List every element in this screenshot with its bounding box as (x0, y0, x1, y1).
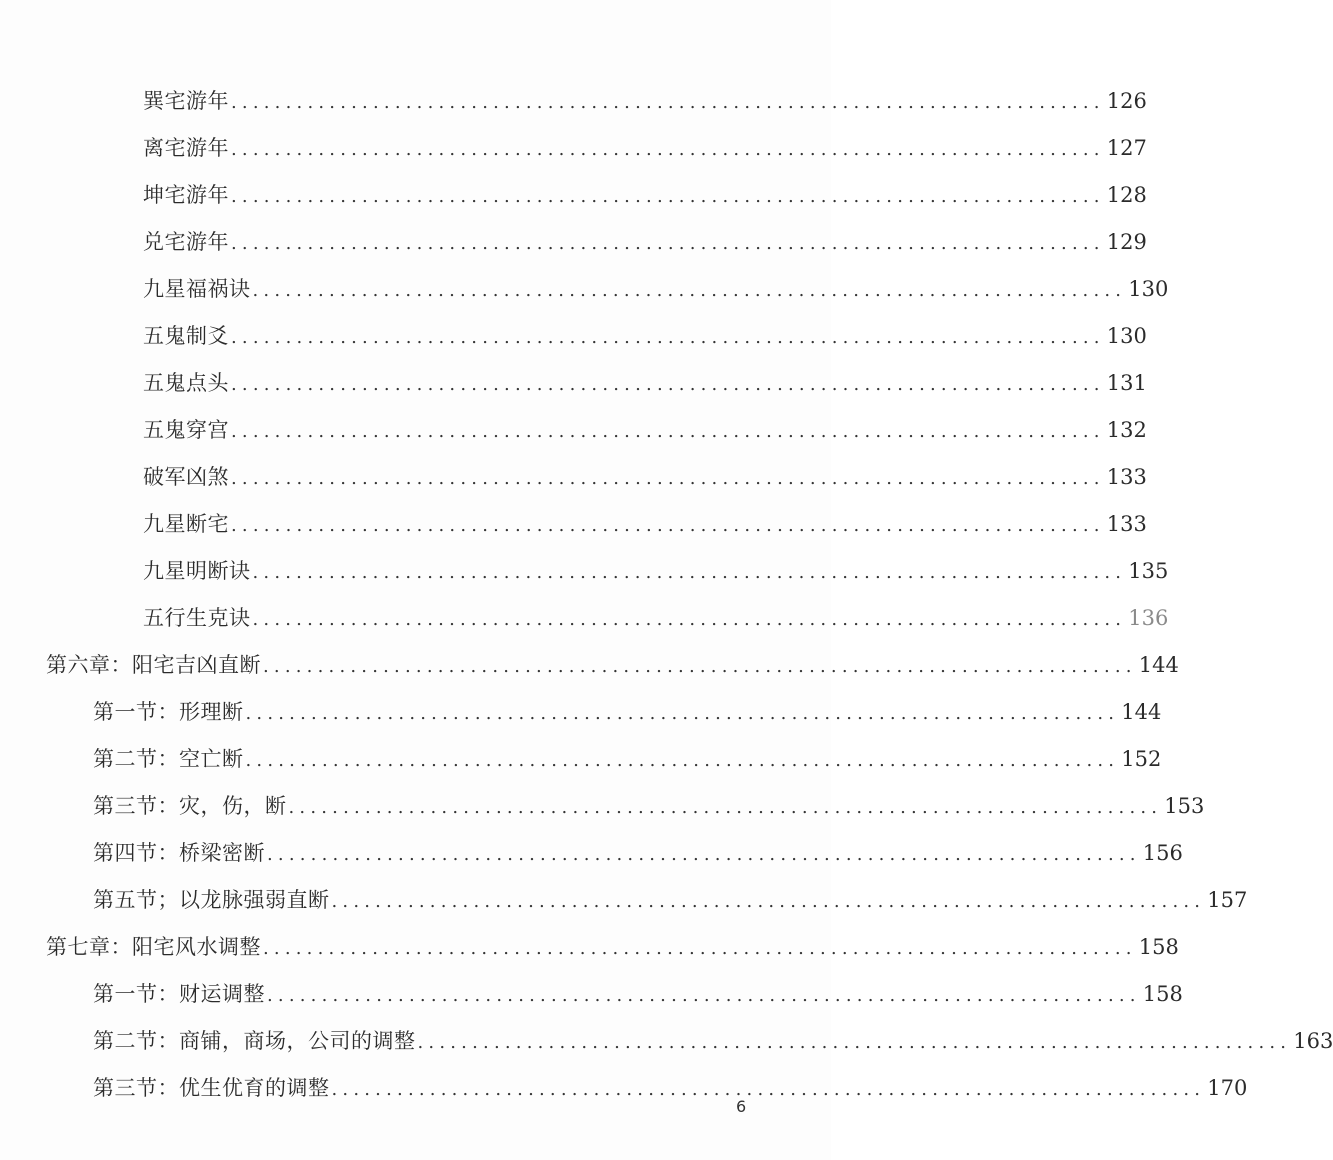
toc-entry-title: 九星断宅 (143, 512, 229, 536)
dot-leader: ................................................................................ (252, 562, 1127, 583)
toc-entry-title: 第二节：空亡断 (93, 747, 244, 771)
toc-section-entry (93, 1012, 1333, 1053)
toc-entry-page: 158 (1138, 935, 1179, 959)
toc-entry-title: 破军凶煞 (143, 465, 229, 489)
toc-section-entry (93, 730, 1162, 771)
dot-leader: ................................................................................ (231, 233, 1105, 254)
toc-section-entry (93, 871, 1248, 912)
toc-entry-page: 132 (1106, 418, 1147, 442)
dot-leader: ................................................................................ (331, 891, 1206, 912)
dot-leader: ................................................................................ (252, 280, 1127, 301)
dot-leader: ................................................................................ (231, 327, 1105, 348)
toc-entry-title: 九星福祸诀 (143, 277, 251, 301)
toc-section-entry (93, 777, 1205, 818)
toc-entry-page: 135 (1128, 559, 1169, 583)
toc-entry-page: 136 (1128, 606, 1169, 630)
toc-entry-title: 第四节：桥梁密断 (93, 841, 265, 865)
dot-leader: ................................................................................ (231, 374, 1105, 395)
toc-entry-title: 坤宅游年 (143, 183, 229, 207)
dot-leader: ................................................................................ (245, 750, 1120, 771)
toc-entry-title: 九星明断诀 (143, 559, 251, 583)
toc-entry (143, 166, 1147, 207)
toc-entry-page: 157 (1207, 888, 1248, 912)
toc-entry (143, 213, 1147, 254)
toc-chapter-entry (46, 918, 1179, 959)
toc-entry-page: 129 (1106, 230, 1147, 254)
toc-entry (143, 448, 1147, 489)
dot-leader: ................................................................................ (267, 844, 1141, 865)
dot-leader: ................................................................................ (231, 515, 1105, 536)
toc-entry-title: 第五节；以龙脉强弱直断 (93, 888, 330, 912)
dot-leader: ................................................................................ (231, 186, 1105, 207)
toc-entry-page: 130 (1106, 324, 1147, 348)
toc-chapter-entry (46, 636, 1179, 677)
toc-entry-title: 五鬼点头 (143, 371, 229, 395)
toc-entry-page: 144 (1138, 653, 1179, 677)
toc-section-entry (93, 965, 1183, 1006)
toc-entry-title: 五行生克诀 (143, 606, 251, 630)
dot-leader: ................................................................................ (231, 421, 1105, 442)
dot-leader: ................................................................................ (252, 609, 1127, 630)
toc-entry (143, 354, 1147, 395)
toc-entry-page: 158 (1142, 982, 1183, 1006)
toc-entry-page: 170 (1207, 1076, 1248, 1100)
toc-entry-title: 第六章：阳宅吉凶直断 (46, 653, 261, 677)
toc-entry (143, 119, 1147, 160)
toc-entry-title: 第二节：商铺，商场，公司的调整 (93, 1029, 416, 1053)
dot-leader: ................................................................................ (231, 92, 1105, 113)
toc-entry-title: 兑宅游年 (143, 230, 229, 254)
page-number: 6 (736, 1097, 747, 1116)
dot-leader: ................................................................................ (417, 1032, 1292, 1053)
toc-entry-page: 127 (1106, 136, 1147, 160)
toc-entry-page: 126 (1106, 89, 1147, 113)
toc-entry-page: 152 (1121, 747, 1162, 771)
dot-leader: ................................................................................ (331, 1079, 1206, 1100)
toc-entry-page: 153 (1164, 794, 1205, 818)
toc-entry (143, 589, 1169, 630)
toc-entry-title: 第七章：阳宅风水调整 (46, 935, 261, 959)
toc-entry (143, 401, 1147, 442)
dot-leader: ................................................................................ (288, 797, 1163, 818)
toc-entry-page: 144 (1121, 700, 1162, 724)
toc-entry (143, 542, 1169, 583)
toc-entry-title: 第一节：形理断 (93, 700, 244, 724)
toc-entry-title: 第三节：灾，伤，断 (93, 794, 287, 818)
toc-entry (143, 260, 1169, 301)
toc-entry (143, 72, 1147, 113)
toc-section-entry (93, 683, 1162, 724)
toc-entry-page: 131 (1106, 371, 1147, 395)
toc-section-entry (93, 824, 1183, 865)
dot-leader: ................................................................................ (245, 703, 1120, 724)
toc-entry (143, 495, 1147, 536)
toc-entry-page: 156 (1142, 841, 1183, 865)
toc-entry-page: 133 (1106, 465, 1147, 489)
toc-entry-title: 五鬼制爻 (143, 324, 229, 348)
dot-leader: ................................................................................ (263, 656, 1137, 677)
toc-entry (143, 307, 1147, 348)
toc-entry-page: 128 (1106, 183, 1147, 207)
dot-leader: ................................................................................ (263, 938, 1137, 959)
toc-entry-title: 巽宅游年 (143, 89, 229, 113)
toc-section-entry (93, 1059, 1248, 1100)
toc-entry-title: 第一节：财运调整 (93, 982, 265, 1006)
dot-leader: ................................................................................ (231, 468, 1105, 489)
toc-entry-page: 133 (1106, 512, 1147, 536)
toc-entry-page: 163 (1293, 1029, 1333, 1053)
toc-entry-title: 五鬼穿宫 (143, 418, 229, 442)
toc-entry-title: 离宅游年 (143, 136, 229, 160)
toc-entry-page: 130 (1128, 277, 1169, 301)
dot-leader: ................................................................................ (267, 985, 1141, 1006)
toc-entry-title: 第三节：优生优育的调整 (93, 1076, 330, 1100)
dot-leader: ................................................................................ (231, 139, 1105, 160)
